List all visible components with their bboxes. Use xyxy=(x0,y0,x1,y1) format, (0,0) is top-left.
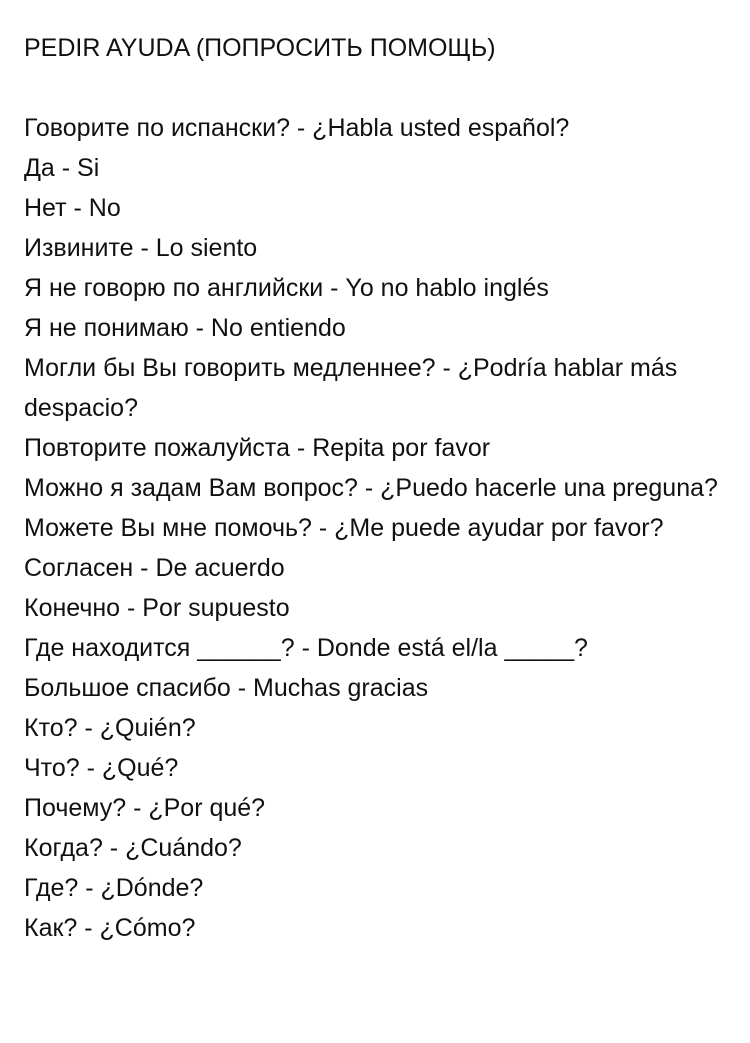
page-title: PEDIR AYUDA (ПОПРОСИТЬ ПОМОЩЬ) xyxy=(24,34,496,62)
phrase-item: Да - Si xyxy=(24,154,100,182)
phrase-item: Я не говорю по английски - Yo no hablo inglés xyxy=(24,274,549,302)
phrase-item: Говорите по испански? - ¿Habla usted español? xyxy=(24,114,570,142)
phrase-item: Согласен - De acuerdo xyxy=(24,554,285,582)
phrase-item: Почему? - ¿Por qué? xyxy=(24,794,266,822)
phrase-item: Где находится ______? - Donde está el/la _____? xyxy=(24,634,588,662)
phrase-list xyxy=(24,108,734,948)
phrase-item: Где? - ¿Dónde? xyxy=(24,874,204,902)
phrase-item: Когда? - ¿Cuándo? xyxy=(24,834,242,862)
phrase-item: Конечно - Por supuesto xyxy=(24,594,290,622)
document-page xyxy=(24,28,734,948)
phrase-item: Большое спасибо - Muchas gracias xyxy=(24,674,429,702)
phrase-item: Я не понимаю - No entiendo xyxy=(24,314,346,342)
phrase-item: Что? - ¿Qué? xyxy=(24,754,179,782)
phrase-item: Могли бы Вы говорить медленнее? - ¿Podría hablar más despacio? xyxy=(24,354,678,422)
phrase-item: Извините - Lo siento xyxy=(24,234,258,262)
phrase-item: Повторите пожалуйста - Repita por favor xyxy=(24,434,491,462)
phrase-item: Кто? - ¿Quién? xyxy=(24,714,196,742)
phrase-item: Можете Вы мне помочь? - ¿Me puede ayudar por favor? xyxy=(24,514,664,542)
phrase-item: Нет - No xyxy=(24,194,121,222)
phrase-item: Как? - ¿Cómo? xyxy=(24,914,196,942)
phrase-item: Можно я задам Вам вопрос? - ¿Puedo hacerle una preguna? xyxy=(24,474,718,502)
